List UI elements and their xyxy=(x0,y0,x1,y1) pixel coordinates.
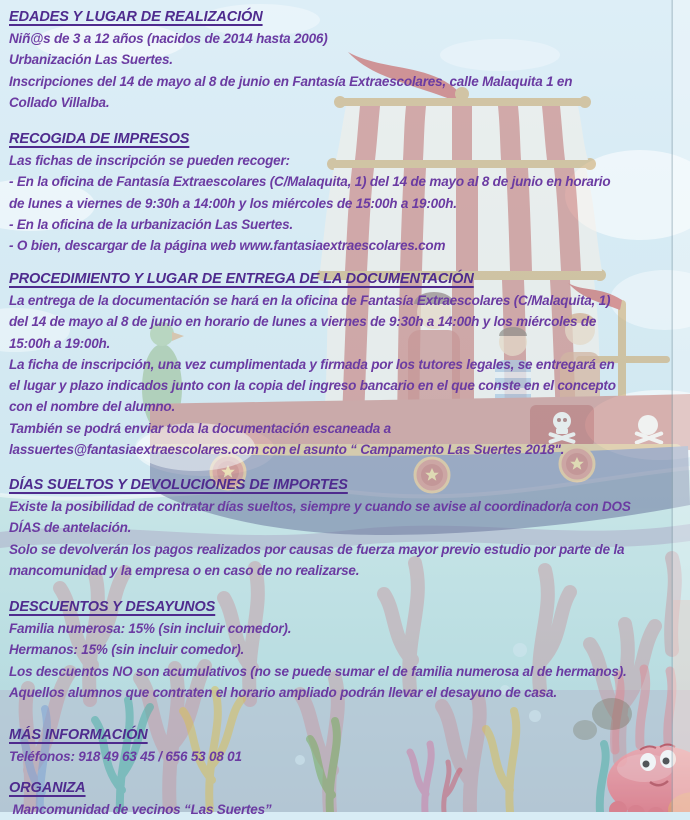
text-line: Solo se devolverán los pagos realizados por causas de fuerza mayor previo estudio por parte de la xyxy=(9,539,690,560)
text-line: Inscripciones del 14 de mayo al 8 de junio en Fantasía Extraescolares, calle Malaquita 1 en xyxy=(9,71,690,92)
section-dias-sueltos xyxy=(9,474,690,581)
text-line: DÍAS de antelación. xyxy=(9,517,690,538)
section-body xyxy=(9,290,690,460)
section-body xyxy=(9,496,690,581)
text-line: - En la oficina de Fantasía Extraescolares (C/Malaquita, 1) del 14 de mayo al 8 de junio en horario xyxy=(9,171,690,192)
section-title: PROCEDIMIENTO Y LUGAR DE ENTREGA DE LA DOCUMENTACIÓN xyxy=(9,268,690,290)
text-line: el lugar y plazo indicados junto con la copia del ingreso bancario en el que conste en el concepto xyxy=(9,375,690,396)
text-line: - En la oficina de la urbanización Las Suertes. xyxy=(9,214,690,235)
section-title: DESCUENTOS Y DESAYUNOS xyxy=(9,596,690,618)
section-recogida xyxy=(9,128,690,256)
text-line: También se podrá enviar toda la documentación escaneada a xyxy=(9,418,690,439)
text-line: La entrega de la documentación se hará en la oficina de Fantasía Extraescolares (C/Malaquita, 1) xyxy=(9,290,690,311)
text-line: 15:00h a 19:00h. xyxy=(9,333,690,354)
text-line: Familia numerosa: 15% (sin incluir comedor). xyxy=(9,618,690,639)
text-line: mancomunidad y la empresa o en caso de no realizarse. xyxy=(9,560,690,581)
section-descuentos xyxy=(9,596,690,703)
text-line: Collado Villalba. xyxy=(9,92,690,113)
section-body xyxy=(9,799,690,820)
section-title: ORGANIZA xyxy=(9,777,690,799)
text-line: Urbanización Las Suertes. xyxy=(9,49,690,70)
text-line: de lunes a viernes de 9:30h a 14:00h y los miércoles de 15:00h a 19:00h. xyxy=(9,193,690,214)
text-line: Aquellos alumnos que contraten el horario ampliado podrán llevar el desayuno de casa. xyxy=(9,682,690,703)
text-line: Niñ@s de 3 a 12 años (nacidos de 2014 hasta 2006) xyxy=(9,28,690,49)
text-line: del 14 de mayo al 8 de junio en horario de lunes a viernes de 9:30h a 14:00h y los miércoles de xyxy=(9,311,690,332)
text-line: Teléfonos: 918 49 63 45 / 656 53 08 01 xyxy=(9,746,690,767)
text-line: Existe la posibilidad de contratar días sueltos, siempre y cuando se avise al coordinador/a con DOS xyxy=(9,496,690,517)
text-line: con el nombre del alumno. xyxy=(9,396,690,417)
section-body xyxy=(9,150,690,256)
text-line: - O bien, descargar de la página web www.fantasiaextraescolares.com xyxy=(9,235,690,256)
text-line: Hermanos: 15% (sin incluir comedor). xyxy=(9,639,690,660)
section-procedimiento xyxy=(9,268,690,460)
text-line: Los descuentos NO son acumulativos (no se puede sumar el de familia numerosa al de hermanos). xyxy=(9,661,690,682)
section-title: MÁS INFORMACIÓN xyxy=(9,724,690,746)
section-body xyxy=(9,746,690,767)
section-mas-informacion xyxy=(9,724,690,767)
section-organiza xyxy=(9,777,690,820)
section-title: EDADES Y LUGAR DE REALIZACIÓN xyxy=(9,6,690,28)
section-body xyxy=(9,618,690,703)
text-line: lassuertes@fantasiaextraescolares.com con el asunto “ Campamento Las Suertes 2018". xyxy=(9,439,690,460)
text-line: La ficha de inscripción, una vez cumplimentada y firmada por los tutores legales, se entregará en xyxy=(9,354,690,375)
section-body xyxy=(9,28,690,113)
section-edades xyxy=(9,6,690,113)
section-title: RECOGIDA DE IMPRESOS xyxy=(9,128,690,150)
text-line: Mancomunidad de vecinos “Las Suertes” xyxy=(9,799,690,820)
section-title: DÍAS SUELTOS Y DEVOLUCIONES DE IMPORTES xyxy=(9,474,690,496)
text-line: Las fichas de inscripción se pueden recoger: xyxy=(9,150,690,171)
